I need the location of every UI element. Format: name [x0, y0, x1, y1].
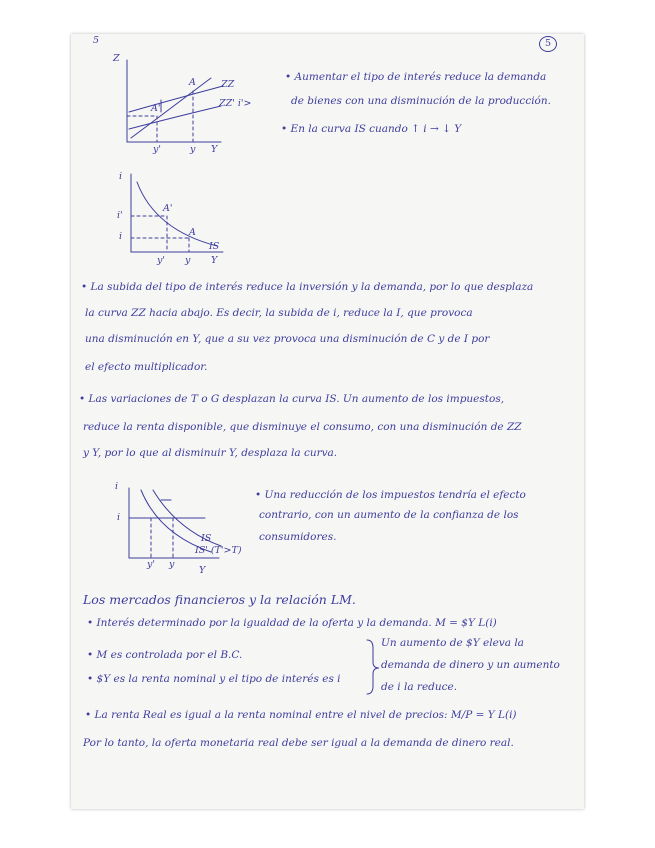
graph-is-point-a: A [189, 227, 196, 238]
lm-note-2a: • M es controlada por el B.C. [87, 649, 243, 661]
para1-line4: el efecto multiplicador. [85, 361, 208, 373]
graph-is-curve-label: IS [209, 241, 220, 252]
graph-zz-point-a: A [189, 77, 196, 88]
graph-is-shift-tick-y-prime: y' [147, 559, 155, 570]
graph-zz-note-1: • Aumentar el tipo de interés reduce la demanda [285, 71, 547, 83]
graph-is-tick-i: i [119, 231, 123, 242]
graph-is-shift-curve-is-label: IS [201, 533, 212, 544]
graph-is-x-axis-label: Y [211, 255, 218, 266]
section-heading-lm: Los mercados financieros y la relación LM. [83, 592, 356, 607]
graph-is-shift-note-3: consumidores. [259, 531, 337, 543]
para1-line3: una disminución en Y, que a su vez provoca una disminución de C y de I por [85, 333, 490, 345]
para2-line2: reduce la renta disponible, que disminuye el consumo, con una disminución de ZZ [83, 421, 522, 433]
graph-zz-note-2: de bienes con una disminución de la producción. [291, 95, 551, 107]
graph-zz-tick-y: y [190, 144, 196, 155]
notebook-page [71, 34, 584, 809]
lm-note-4: Por lo tanto, la oferta monetaria real debe ser igual a la demanda de dinero real. [83, 737, 514, 749]
para2-line3: y Y, por lo que al disminuir Y, desplaza la curva. [83, 447, 338, 459]
page-number-circle: 5 [539, 36, 557, 52]
lm-brace-path [367, 640, 379, 694]
graph-is-shift-note-1: • Una reducción de los impuestos tendría el efecto [255, 489, 526, 501]
graph-zz-curve-zz-label: ZZ [221, 79, 235, 90]
graph-is-shift-tick-i: i [117, 512, 121, 523]
graph-is-y-axis-label: i [119, 171, 123, 182]
lm-note-3: • La renta Real es igual a la renta nominal entre el nivel de precios: M/P = Y L(i) [85, 709, 517, 721]
lm-brace-line-3: de i la reduce. [381, 681, 458, 693]
para2-line1: • Las variaciones de T o G desplazan la curva IS. Un aumento de los impuestos, [79, 393, 505, 405]
graph-zz-note-3: • En la curva IS cuando ↑ i → ↓ Y [281, 123, 462, 135]
lm-note-2b: • $Y es la renta nominal y el tipo de interés es i [87, 673, 341, 685]
graph-is-shift-curve-is-prime-label: IS' (T'>T) [195, 545, 242, 556]
lm-brace-line-1: Un aumento de $Y eleva la [381, 637, 524, 649]
lm-brace [71, 34, 584, 809]
graph-zz-tick-y-prime: y' [153, 144, 161, 155]
graph-is-tick-y-prime: y' [157, 255, 165, 266]
lm-brace-line-2: demanda de dinero y un aumento [381, 659, 560, 671]
para1-line2: la curva ZZ hacia abajo. Es decir, la subida de i, reduce la I, que provoca [85, 307, 473, 319]
graph-zz-curve-zz-prime-label: ZZ' i'> [219, 98, 252, 109]
para1-line1: • La subida del tipo de interés reduce la inversión y la demanda, por lo que desplaza [81, 281, 534, 293]
graph-is-shift-tick-y: y [169, 559, 175, 570]
graph-zz-y-axis-label: Z [113, 53, 120, 64]
graph-is-shift-x-axis-label: Y [199, 565, 206, 576]
graph-zz-point-a-prime: A' [151, 103, 161, 114]
graph-is-tick-y: y [185, 255, 191, 266]
graph-is-shift-note-2: contrario, con un aumento de la confianza de los [259, 509, 519, 521]
graph-is-point-a-prime: A' [163, 203, 173, 214]
graph-is-shift-y-axis-label: i [115, 481, 119, 492]
page-corner-mark: 5 [93, 35, 100, 46]
graph-is-tick-i-prime: i' [117, 210, 123, 221]
graph-zz-x-axis-label: Y [211, 144, 218, 155]
lm-note-1: • Interés determinado por la igualdad de la oferta y la demanda. M = $Y L(i) [87, 617, 497, 629]
